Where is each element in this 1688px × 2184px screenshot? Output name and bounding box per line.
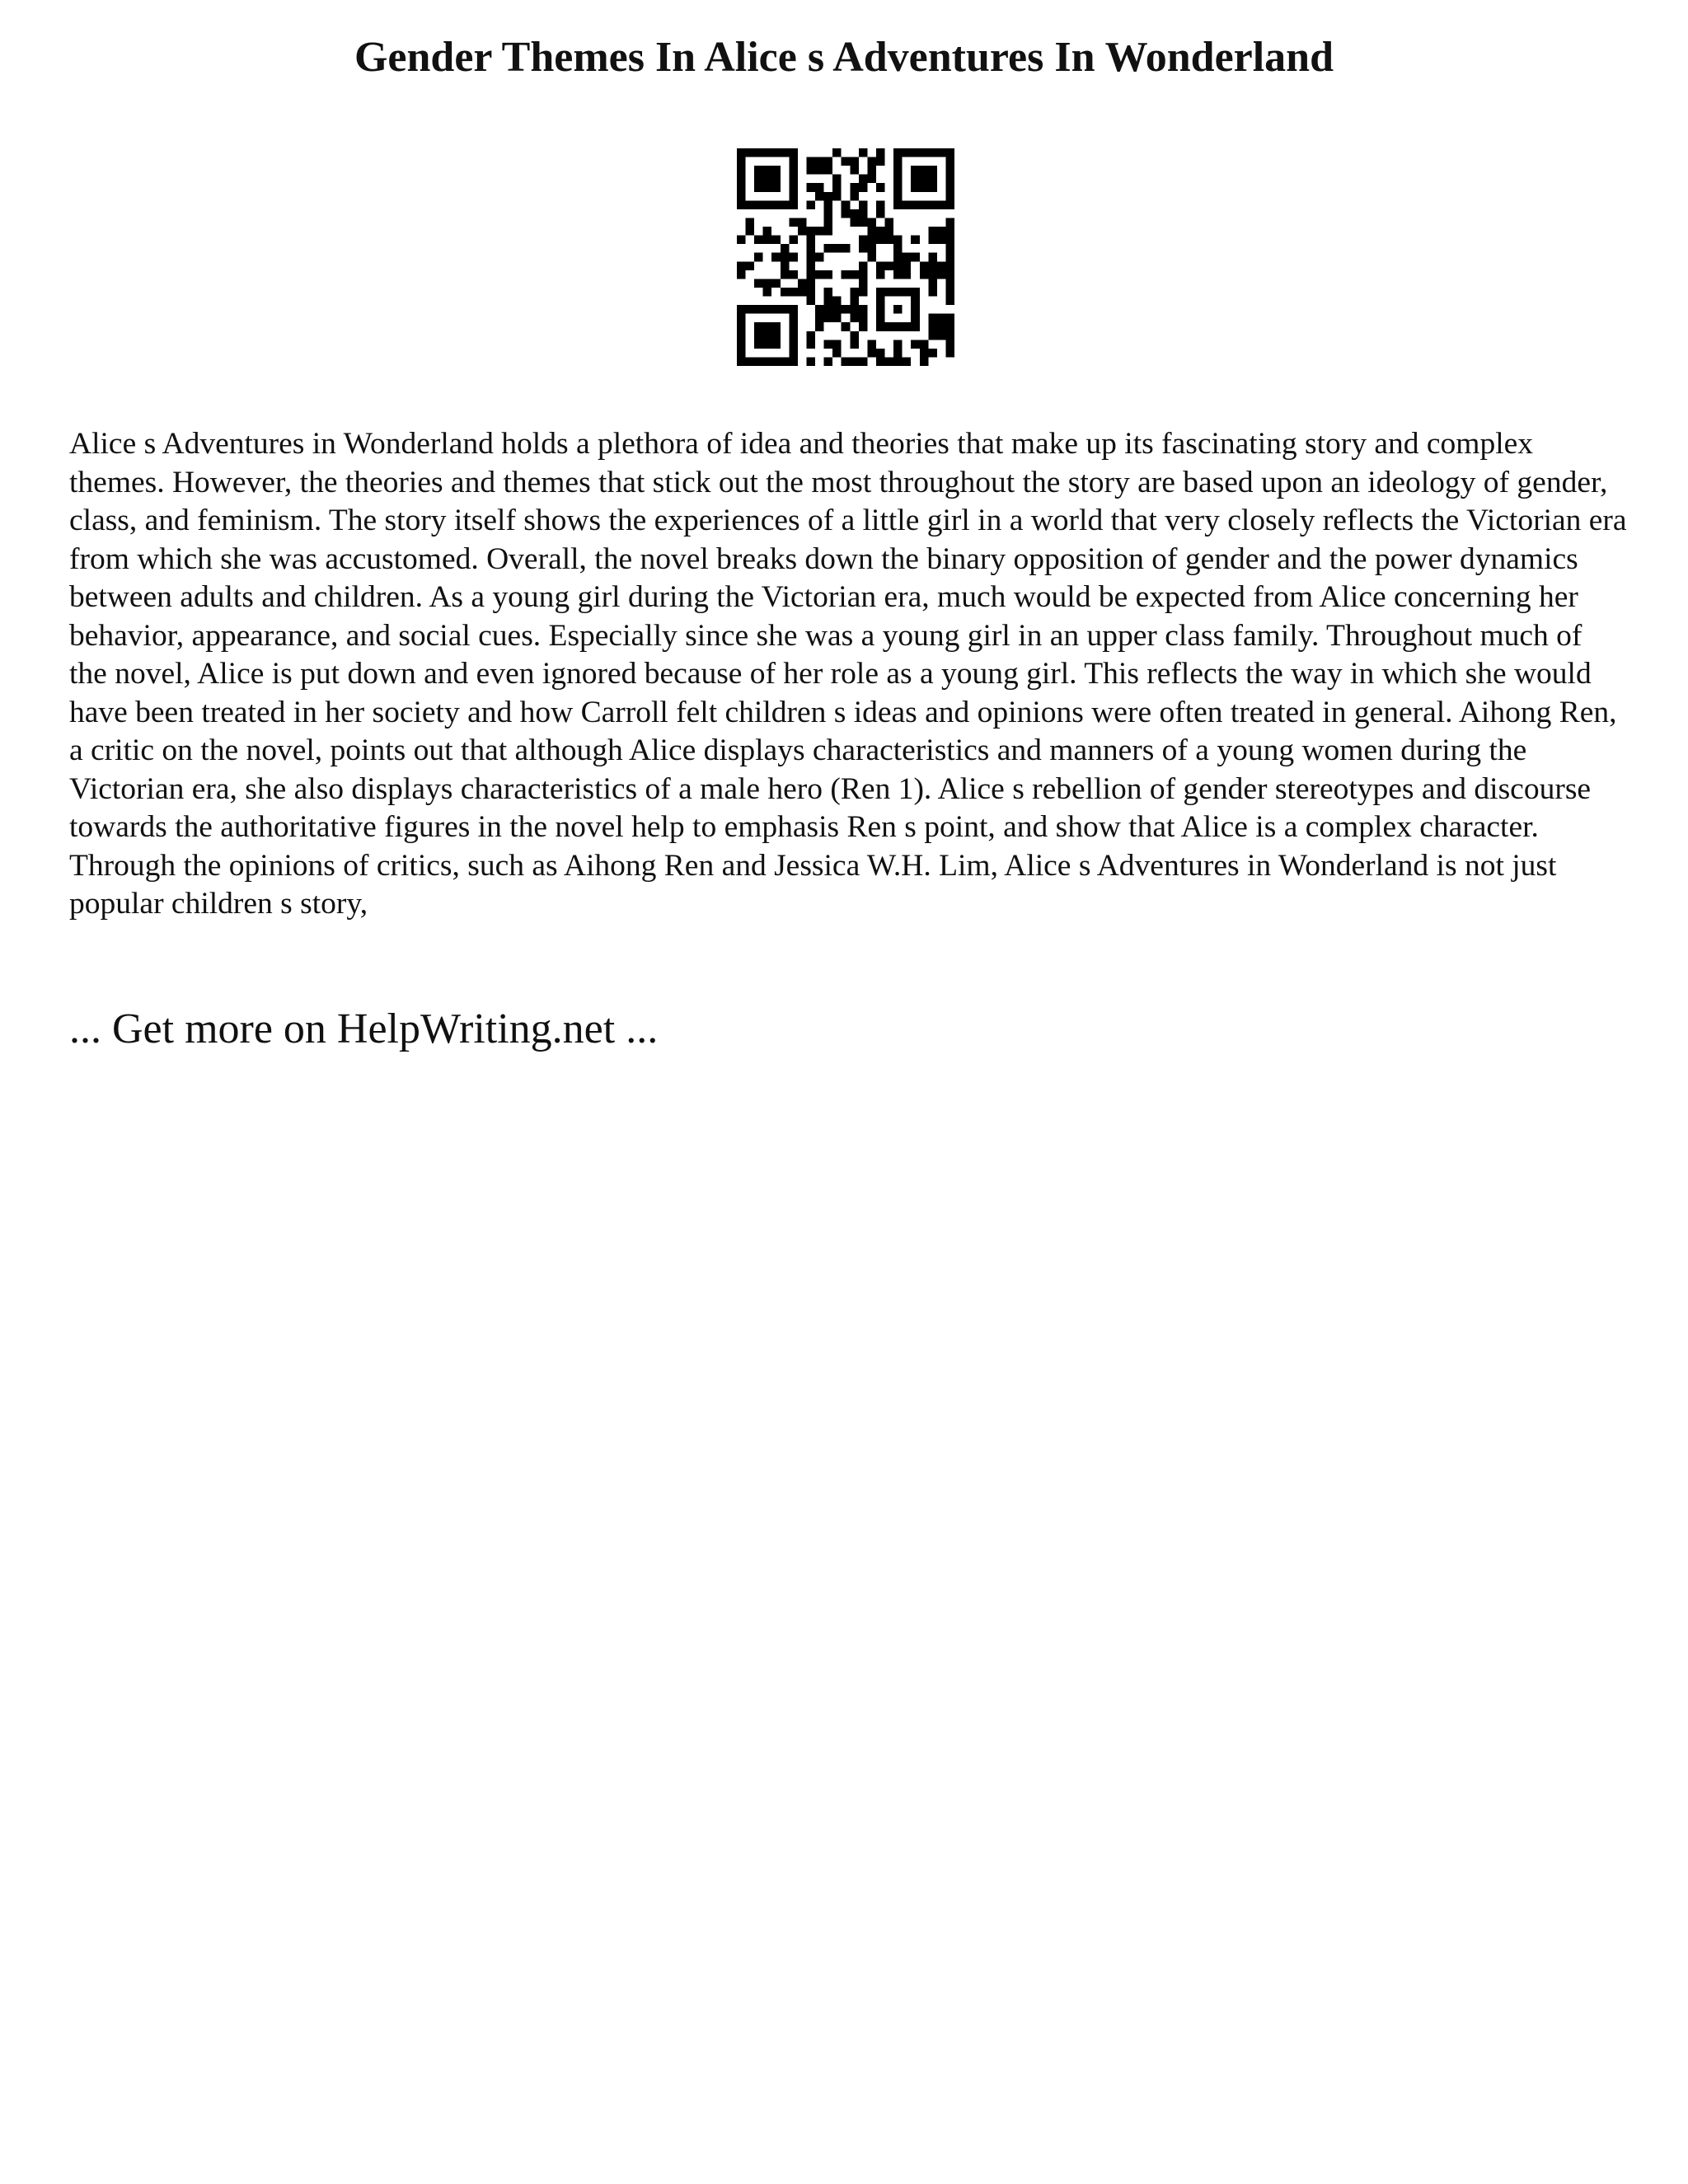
page-title: Gender Themes In Alice s Adventures In Wonderland xyxy=(354,34,1334,81)
qr-code-icon xyxy=(737,148,954,366)
get-more-link[interactable]: ... Get more on HelpWriting.net ... xyxy=(69,1005,659,1052)
essay-excerpt: Alice s Adventures in Wonderland holds a plethora of idea and theories that make up its fascinating story and complex themes. However, the theories and themes that stick out the most throughout the story are based upon an ideology of gender, class, and feminism. The story itself shows the experiences of a little girl in a world that very closely reflects the Victorian era from which she was accustomed. Overall, the novel breaks down the binary opposition of gender and the power dynamics between adults and children. As a young girl during the Victorian era, much would be expected from Alice concerning her behavior, appearance, and social cues. Especially since she was a young girl in an upper class family. Throughout much of the novel, Alice is put down and even ignored because of her role as a young girl. This reflects the way in which she would have been treated in her society and how Carroll felt children s ideas and opinions were often treated in general. Aihong Ren, a critic on the novel, points out that although Alice displays characteristics and manners of a young women during the Victorian era, she also displays characteristics of a male hero (Ren 1). Alice s rebellion of gender stereotypes and discourse towards the authoritative figures in the novel help to emphasis Ren s point, and show that Alice is a complex character. Through the opinions of critics, such as Aihong Ren and Jessica W.H. Lim, Alice s Adventures in Wonderland is not just popular children s story, xyxy=(69,427,1627,921)
